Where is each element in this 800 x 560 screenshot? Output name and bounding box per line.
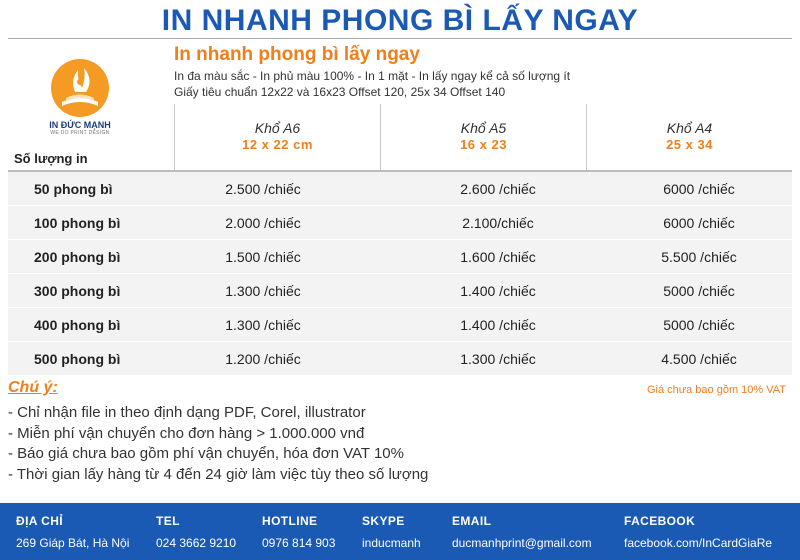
footer-hotline	[262, 514, 335, 550]
list-item: - Báo giá chưa bao gồm phí vận chuyển, hóa đơn VAT 10%	[8, 445, 404, 462]
logo-name: IN ĐỨC MẠNH	[49, 120, 111, 130]
row-quantity: 300 phong bì	[34, 282, 121, 299]
email-link[interactable]: ducmanhprint@gmail.com	[452, 536, 592, 550]
price-a5: 1.400 /chiếc	[460, 316, 536, 333]
footer-label: TEL	[156, 514, 180, 528]
footer-skype	[362, 514, 421, 550]
footer-facebook	[624, 514, 772, 550]
column-size: 12 x 22 cm	[242, 137, 313, 152]
footer-label: SKYPE	[362, 514, 405, 528]
column-size: 16 x 23	[460, 137, 507, 152]
column-name: Khổ A5	[460, 120, 507, 136]
tel-link[interactable]: 024 3662 9210	[156, 536, 237, 550]
table-row	[8, 274, 792, 307]
footer-tel	[156, 514, 236, 550]
row-quantity: 100 phong bì	[34, 214, 121, 231]
notes-title: Chú ý:	[8, 379, 58, 396]
column-header-a6	[174, 104, 380, 170]
table-row	[8, 172, 792, 205]
row-quantity: 500 phong bì	[34, 350, 121, 367]
list-item: - Chỉ nhận file in theo định dạng PDF, Corel, illustrator	[8, 404, 366, 421]
skype-link[interactable]: inducmanh	[362, 536, 421, 550]
price-a5: 1.300 /chiếc	[460, 350, 536, 367]
price-a6: 2.000 /chiếc	[225, 214, 301, 231]
price-a6: 1.200 /chiếc	[225, 350, 301, 367]
description-line-2: Giấy tiêu chuẩn 12x22 và 16x23 Offset 120, 25x 34 Offset 140	[174, 85, 506, 99]
price-a4: 4.500 /chiếc	[661, 350, 737, 367]
footer-label: EMAIL	[452, 514, 492, 528]
facebook-link[interactable]: facebook.com/InCardGiaRe	[624, 536, 773, 550]
price-a4: 5.500 /chiếc	[661, 248, 737, 265]
hotline-link[interactable]: 0976 814 903	[262, 536, 336, 550]
title-divider	[8, 38, 792, 39]
page-title: IN NHANH PHONG BÌ LẤY NGAY	[161, 4, 639, 37]
table-row	[8, 240, 792, 273]
price-a6: 1.300 /chiếc	[225, 316, 301, 333]
list-item: - Miễn phí vận chuyển cho đơn hàng > 1.000.000 vnđ	[8, 424, 365, 442]
footer-label: FACEBOOK	[624, 514, 696, 528]
price-a5: 1.400 /chiếc	[460, 282, 536, 299]
row-quantity: 200 phong bì	[34, 248, 121, 265]
footer-label: ĐỊA CHỈ	[16, 514, 64, 528]
quantity-column-header: Số lượng in	[14, 151, 88, 166]
footer-address	[16, 514, 129, 550]
price-a5: 2.600 /chiếc	[460, 180, 536, 197]
subtitle: In nhanh phong bì lấy ngay	[174, 44, 420, 65]
column-name: Khổ A6	[254, 120, 301, 136]
address-value: 269 Giáp Bát, Hà Nội	[16, 536, 130, 550]
row-quantity: 400 phong bì	[34, 316, 121, 333]
column-header-a5	[380, 104, 586, 170]
footer-email	[452, 514, 592, 550]
price-a4: 5000 /chiếc	[663, 282, 735, 299]
list-item: - Thời gian lấy hàng từ 4 đến 24 giờ làm việc tùy theo số lượng	[8, 465, 429, 483]
column-header-a4	[586, 104, 792, 170]
price-a4: 6000 /chiếc	[663, 180, 735, 197]
description-line-1: In đa màu sắc - In phủ màu 100% - In 1 mặt - In lấy ngay kể cả số lượng ít	[174, 69, 571, 83]
price-a6: 1.500 /chiếc	[225, 248, 301, 265]
vat-note: Giá chưa bao gồm 10% VAT	[646, 384, 786, 396]
price-a5: 2.100/chiếc	[462, 214, 534, 231]
footer	[0, 503, 800, 560]
column-size: 25 x 34	[666, 137, 713, 152]
row-quantity: 50 phong bì	[34, 180, 113, 197]
price-table	[8, 172, 792, 376]
price-a5: 1.600 /chiếc	[460, 248, 536, 265]
notes-list	[8, 403, 428, 485]
footer-label: HOTLINE	[262, 514, 318, 528]
price-a4: 5000 /chiếc	[663, 316, 735, 333]
column-name: Khổ A4	[666, 120, 713, 136]
table-row	[8, 206, 792, 239]
table-row	[8, 308, 792, 341]
logo-tagline: WE DO PRINT DESIGN	[50, 130, 110, 136]
price-a6: 1.300 /chiếc	[225, 282, 301, 299]
table-row	[8, 342, 792, 375]
logo-icon	[48, 58, 112, 118]
price-a6: 2.500 /chiếc	[225, 180, 301, 197]
price-a4: 6000 /chiếc	[663, 214, 735, 231]
